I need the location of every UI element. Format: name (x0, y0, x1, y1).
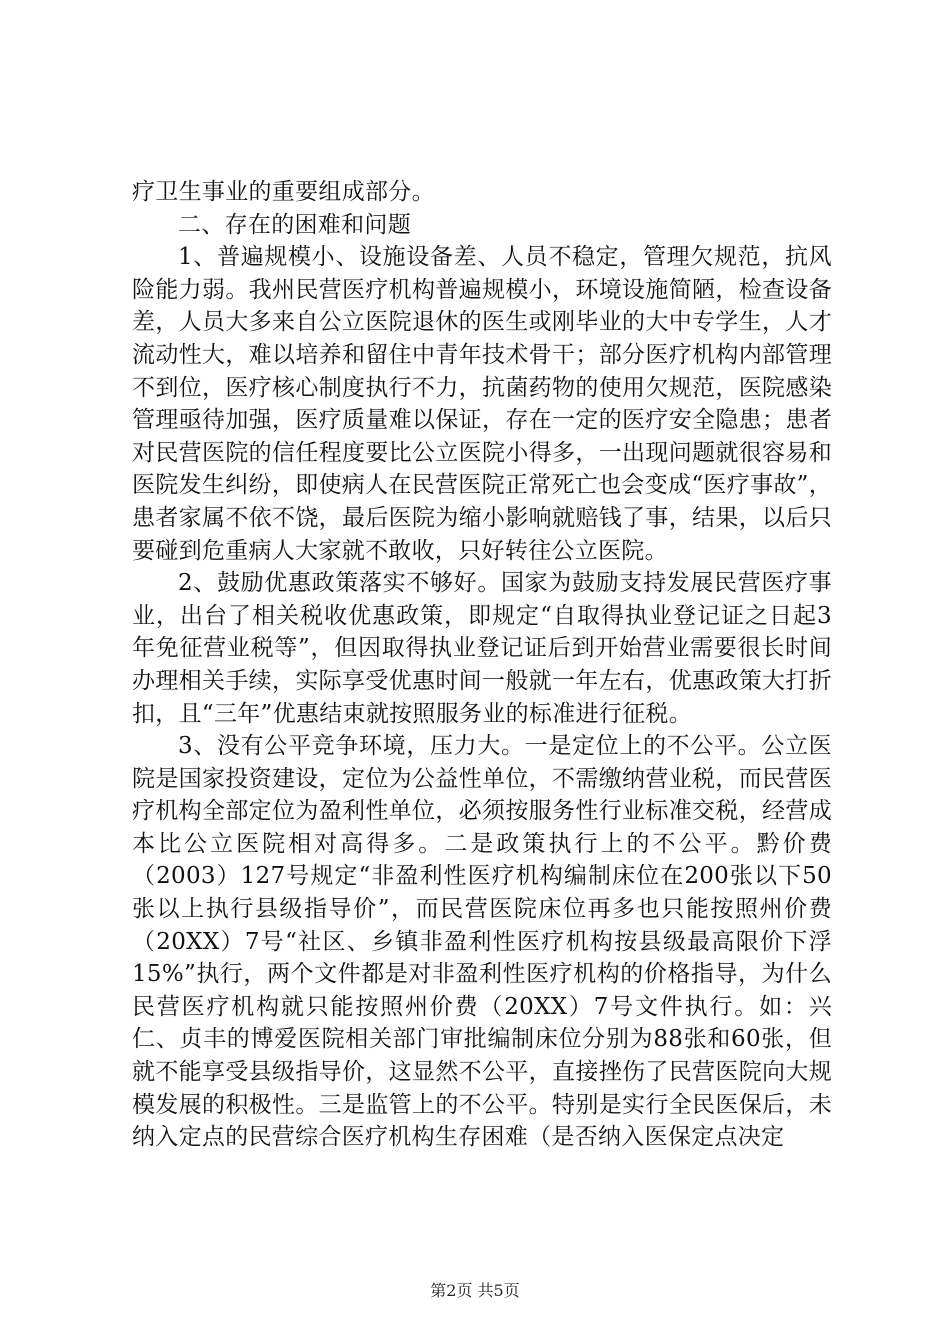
paragraph-issue-1: 1、普遍规模小、设施设备差、人员不稳定，管理欠规范，抗风险能力弱。我州民营医疗机构普遍规模小，环境设施简陋，检查设备差，人员大多来自公立医院退休的医生或刚毕业的大中专学生，人才流动性大，难以培养和留住中青年技术骨干；部分医疗机构内部管理不到位，医疗核心制度执行不力，抗菌药物的使用欠规范，医院感染管理亟待加强，医疗质量难以保证，存在一定的医疗安全隐患；患者对民营医院的信任程度要比公立医院小得多，一出现问题就很容易和医院发生纠纷，即使病人在民营医院正常死亡也会变成“医疗事故”，患者家属不依不饶，最后医院为缩小影响就赔钱了事，结果，以后只要碰到危重病人大家就不敢收，只好转往公立医院。 (132, 244, 832, 564)
section-heading: 二、存在的困难和问题 (178, 211, 411, 238)
document-body (132, 176, 832, 1154)
page-footer: 第2页 共5页 (430, 1281, 520, 1300)
paragraph-issue-2: 2、鼓励优惠政策落实不够好。国家为鼓励支持发展民营医疗事业，出台了相关税收优惠政策，即规定“自取得执业登记证之日起3年免征营业税等”，但因取得执业登记证后到开始营业需要很长时间办理相关手续，实际享受优惠时间一般就一年左右，优惠政策大打折扣，且“三年”优惠结束就按照服务业的标准进行征税。 (132, 570, 832, 727)
paragraph-continuation: 疗卫生事业的重要组成部分。 (132, 179, 435, 205)
paragraph-issue-3: 3、没有公平竞争环境，压力大。一是定位上的不公平。公立医院是国家投资建设，定位为公益性单位，不需缴纳营业税，而民营医疗机构全部定位为盈利性单位，必须按服务性行业标准交税，经营成本比公立医院相对高得多。二是政策执行上的不公平。黔价费（2003）127号规定“非盈利性医疗机构编制床位在200张以下50张以上执行县级指导价”，而民营医院床位再多也只能按照州价费（20XX）7号“社区、乡镇非盈利性医疗机构按县级最高限价下浮15%”执行，两个文件都是对非盈利性医疗机构的价格指导，为什么民营医疗机构就只能按照州价费（20XX）7号文件执行。如：兴仁、贞丰的博爱医院相关部门审批编制床位分别为88张和60张，但就不能享受县级指导价，这显然不公平，直接挫伤了民营医院向大规模发展的积极性。三是监管上的不公平。特别是实行全民医保后，未纳入定点的民营综合医疗机构生存困难（是否纳入医保定点决定 (132, 733, 832, 1151)
